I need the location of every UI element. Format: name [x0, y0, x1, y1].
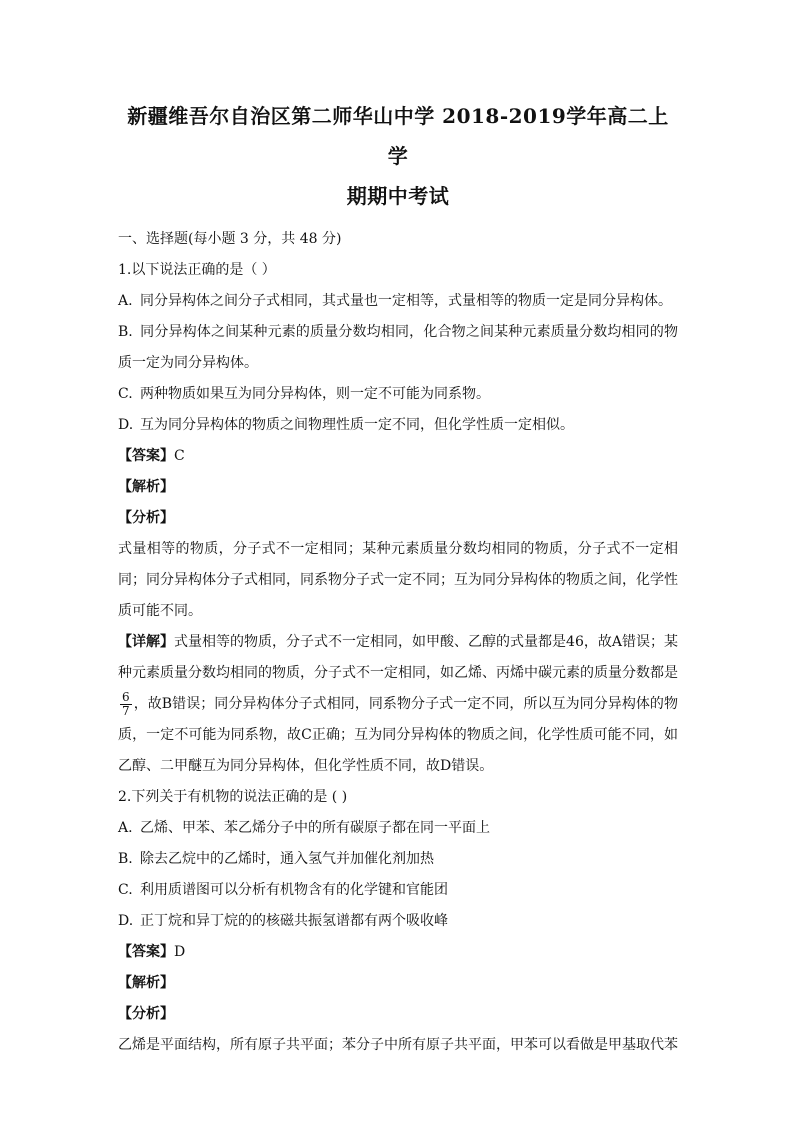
option-text: 互为同分异构体的物质之间物理性质一定不同，但化学性质一定相似。 [140, 417, 574, 433]
option-text: 除去乙烷中的乙烯时，通入氢气并加催化剂加热 [140, 851, 434, 867]
option-letter: D. [118, 913, 134, 929]
question-2-option-c [118, 875, 678, 906]
answer-label: 【答案】 [118, 448, 174, 464]
fraction-numerator: 6 [122, 689, 130, 704]
question-2-fenxi-text: 乙烯是平面结构，所有原子共平面；苯分子中所有原子共平面，甲苯可以看做是甲基取代苯 [118, 1037, 678, 1053]
answer-label: 【答案】 [118, 944, 174, 960]
question-1-option-a [118, 286, 678, 317]
question-1-option-c [118, 379, 678, 410]
option-letter: C. [118, 882, 133, 898]
option-letter: A. [118, 293, 133, 309]
option-letter: B. [118, 851, 133, 867]
question-1 [118, 255, 678, 782]
answer-value: C [174, 448, 185, 464]
detail-text-part2: ，故B错误；同分异构体分子式相同，同系物分子式一定不同，所以互为同分异构体的物质，一定不可能为同系物，故C正确；互为同分异构体的物质之间，化学性质可能不同，如乙醇、二甲醚互为同分异构体，但化学性质不同，故D错误。 [118, 696, 678, 774]
option-text: 乙烯、甲苯、苯乙烯分子中的所有碳原子都在同一平面上 [140, 820, 490, 836]
fraction-denominator: 7 [122, 703, 130, 718]
question-1-analysis-label: 【解析】 [118, 479, 174, 495]
answer-value: D [174, 944, 186, 960]
option-text: 同分异构体之间分子式相同，其式量也一定相等，式量相等的物质一定是同分异构体。 [140, 293, 672, 309]
question-2-fenxi-label: 【分析】 [118, 1006, 174, 1022]
option-letter: A. [118, 820, 133, 836]
question-2 [118, 782, 678, 1061]
question-2-analysis-label: 【解析】 [118, 975, 174, 991]
question-1-answer [118, 441, 678, 472]
option-text: 同分异构体之间某种元素的质量分数均相同，化合物之间某种元素质量分数均相同的物质一定为同分异构体。 [118, 324, 678, 371]
question-2-stem: 2.下列关于有机物的说法正确的是 ( ) [118, 789, 348, 805]
detail-label: 【详解】 [118, 634, 175, 650]
document-page [118, 96, 678, 1061]
option-text: 利用质谱图可以分析有机物含有的化学键和官能团 [140, 882, 448, 898]
detail-text-part1: 式量相等的物质，分子式不一定相同，如甲酸、乙醇的式量都是46，故A错误；某种元素质量分数均相同的物质，分子式不一定相同，如乙烯、丙烯中碳元素的质量分数都是 [118, 634, 678, 681]
question-1-detail [118, 627, 678, 782]
question-1-option-d [118, 410, 678, 441]
section-heading: 一、选择题(每小题 3 分，共 48 分) [118, 231, 342, 247]
question-2-option-a [118, 813, 678, 844]
question-1-fenxi-text: 式量相等的物质，分子式不一定相同；某种元素质量分数均相同的物质，分子式不一定相同；同分异构体分子式相同，同系物分子式一定不同；互为同分异构体的物质之间，化学性质可能不同。 [118, 541, 678, 619]
option-letter: B. [118, 324, 133, 340]
option-letter: C. [118, 386, 133, 402]
question-1-option-b [118, 317, 678, 379]
question-2-answer [118, 937, 678, 968]
option-letter: D. [118, 417, 134, 433]
question-1-stem: 1.以下说法正确的是（ ） [118, 262, 276, 278]
question-1-fenxi-label: 【分析】 [118, 510, 174, 526]
document-title-line1: 新疆维吾尔自治区第二师华山中学 2018-2019学年高二上学 [127, 104, 669, 168]
document-title-line2: 期期中考试 [346, 184, 450, 208]
question-2-option-d [118, 906, 678, 937]
option-text: 两种物质如果互为同分异构体，则一定不可能为同系物。 [140, 386, 490, 402]
option-text: 正丁烷和异丁烷的的核磁共振氢谱都有两个吸收峰 [140, 913, 448, 929]
question-2-option-b [118, 844, 678, 875]
fraction [120, 691, 132, 718]
